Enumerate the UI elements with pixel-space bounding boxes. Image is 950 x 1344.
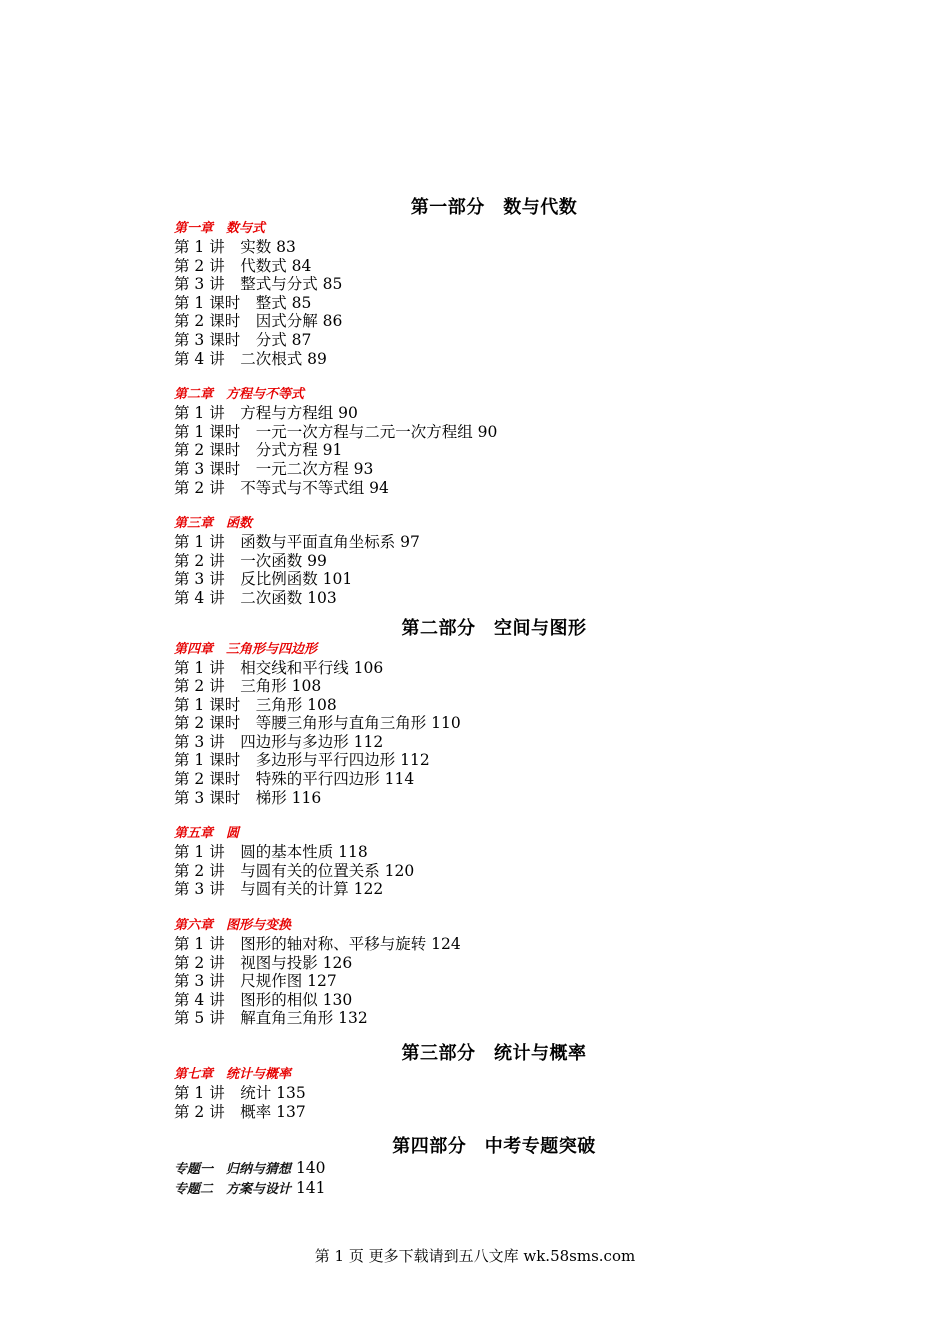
topic-entry: [174, 1179, 814, 1199]
toc-entry: 第 1 讲 实数 83: [174, 238, 296, 256]
toc-entry: 第 2 讲 与圆有关的位置关系 120: [174, 861, 415, 880]
toc-entry: 第 3 课时 一元二次方程 93: [174, 459, 374, 478]
chapter-heading: 第一章 数与式: [174, 221, 266, 236]
toc-entry: 第 1 讲 方程与方程组 90: [174, 404, 358, 423]
chapter-heading: 第四章 三角形与四边形: [174, 641, 318, 657]
toc-entry: 第 3 讲 与圆有关的计算 122: [174, 880, 384, 899]
part-title: 第三部分 统计与概率: [401, 1043, 587, 1064]
chapter-heading: 第二章 方程与不等式: [174, 387, 305, 403]
toc-entry: 第 2 讲 概率 137: [174, 1102, 306, 1121]
toc-entry: 第 1 课时 整式 85: [174, 293, 312, 312]
part-title: 第四部分 中考专题突破: [392, 1136, 596, 1158]
chapter-heading: 第五章 圆: [174, 826, 240, 842]
toc: [174, 196, 814, 1199]
chapter-heading: 第六章 图形与变换: [174, 918, 292, 934]
spacer: [174, 899, 814, 917]
toc-entry: 第 2 讲 不等式与不等式组 94: [174, 478, 389, 497]
toc-entry: 第 3 讲 四边形与多边形 112: [174, 732, 384, 751]
toc-entry: 第 3 讲 整式与分式 85: [174, 275, 343, 294]
toc-entry: 第 1 讲 图形的轴对称、平移与旋转 124: [174, 935, 461, 954]
topic-entry: [174, 1159, 814, 1179]
toc-entry: 第 2 课时 分式方程 91: [174, 441, 343, 460]
topic-page: 140: [291, 1159, 326, 1178]
toc-entry: 第 1 课时 三角形 108: [174, 695, 337, 714]
toc-entry: 第 1 讲 统计 135: [174, 1084, 306, 1102]
toc-entry: 第 2 讲 代数式 84: [174, 256, 312, 275]
toc-entry: 第 1 课时 多边形与平行四边形 112: [174, 751, 430, 770]
toc-entry: 第 1 讲 相交线和平行线 106: [174, 658, 384, 677]
page-footer: 第 1 页 更多下载请到五八文库 wk.58sms.com: [314, 1247, 636, 1265]
toc-entry: 第 4 讲 二次函数 103: [174, 588, 337, 607]
toc-entry: 第 5 讲 解直角三角形 132: [174, 1009, 368, 1028]
chapter-heading: 第三章 函数: [174, 516, 253, 532]
toc-entry: 第 2 课时 因式分解 86: [174, 312, 343, 331]
toc-entry: 第 4 讲 二次根式 89: [174, 349, 327, 368]
toc-entry: 第 2 讲 三角形 108: [174, 677, 322, 696]
toc-entry: 第 1 课时 一元一次方程与二元一次方程组 90: [174, 422, 498, 441]
spacer: [174, 807, 814, 825]
toc-entry: 第 3 课时 分式 87: [174, 330, 312, 349]
toc-entry: 第 2 讲 视图与投影 126: [174, 953, 353, 972]
topic-label: 专题二 方案与设计: [174, 1182, 292, 1198]
toc-entry: 第 3 讲 尺规作图 127: [174, 972, 337, 991]
topic-label: 专题一 归纳与猜想: [174, 1162, 292, 1178]
toc-entry: 第 3 讲 反比例函数 101: [174, 570, 353, 589]
toc-entry: 第 3 课时 梯形 116: [174, 788, 322, 807]
toc-entry: 第 4 讲 图形的相似 130: [174, 990, 353, 1009]
toc-entry: 第 2 课时 特殊的平行四边形 114: [174, 770, 415, 789]
spacer: [174, 368, 814, 386]
chapter-heading: 第七章 统计与概率: [174, 1067, 292, 1082]
topic-page: 141: [291, 1179, 326, 1198]
toc-entry: 第 1 讲 函数与平面直角坐标系 97: [174, 533, 420, 552]
part-title: 第一部分 数与代数: [410, 197, 578, 218]
part-title: 第二部分 空间与图形: [401, 617, 587, 639]
spacer: [174, 497, 814, 515]
toc-entry: 第 2 课时 等腰三角形与直角三角形 110: [174, 714, 461, 733]
toc-entry: 第 2 讲 一次函数 99: [174, 551, 327, 570]
toc-entry: 第 1 讲 圆的基本性质 118: [174, 843, 368, 862]
